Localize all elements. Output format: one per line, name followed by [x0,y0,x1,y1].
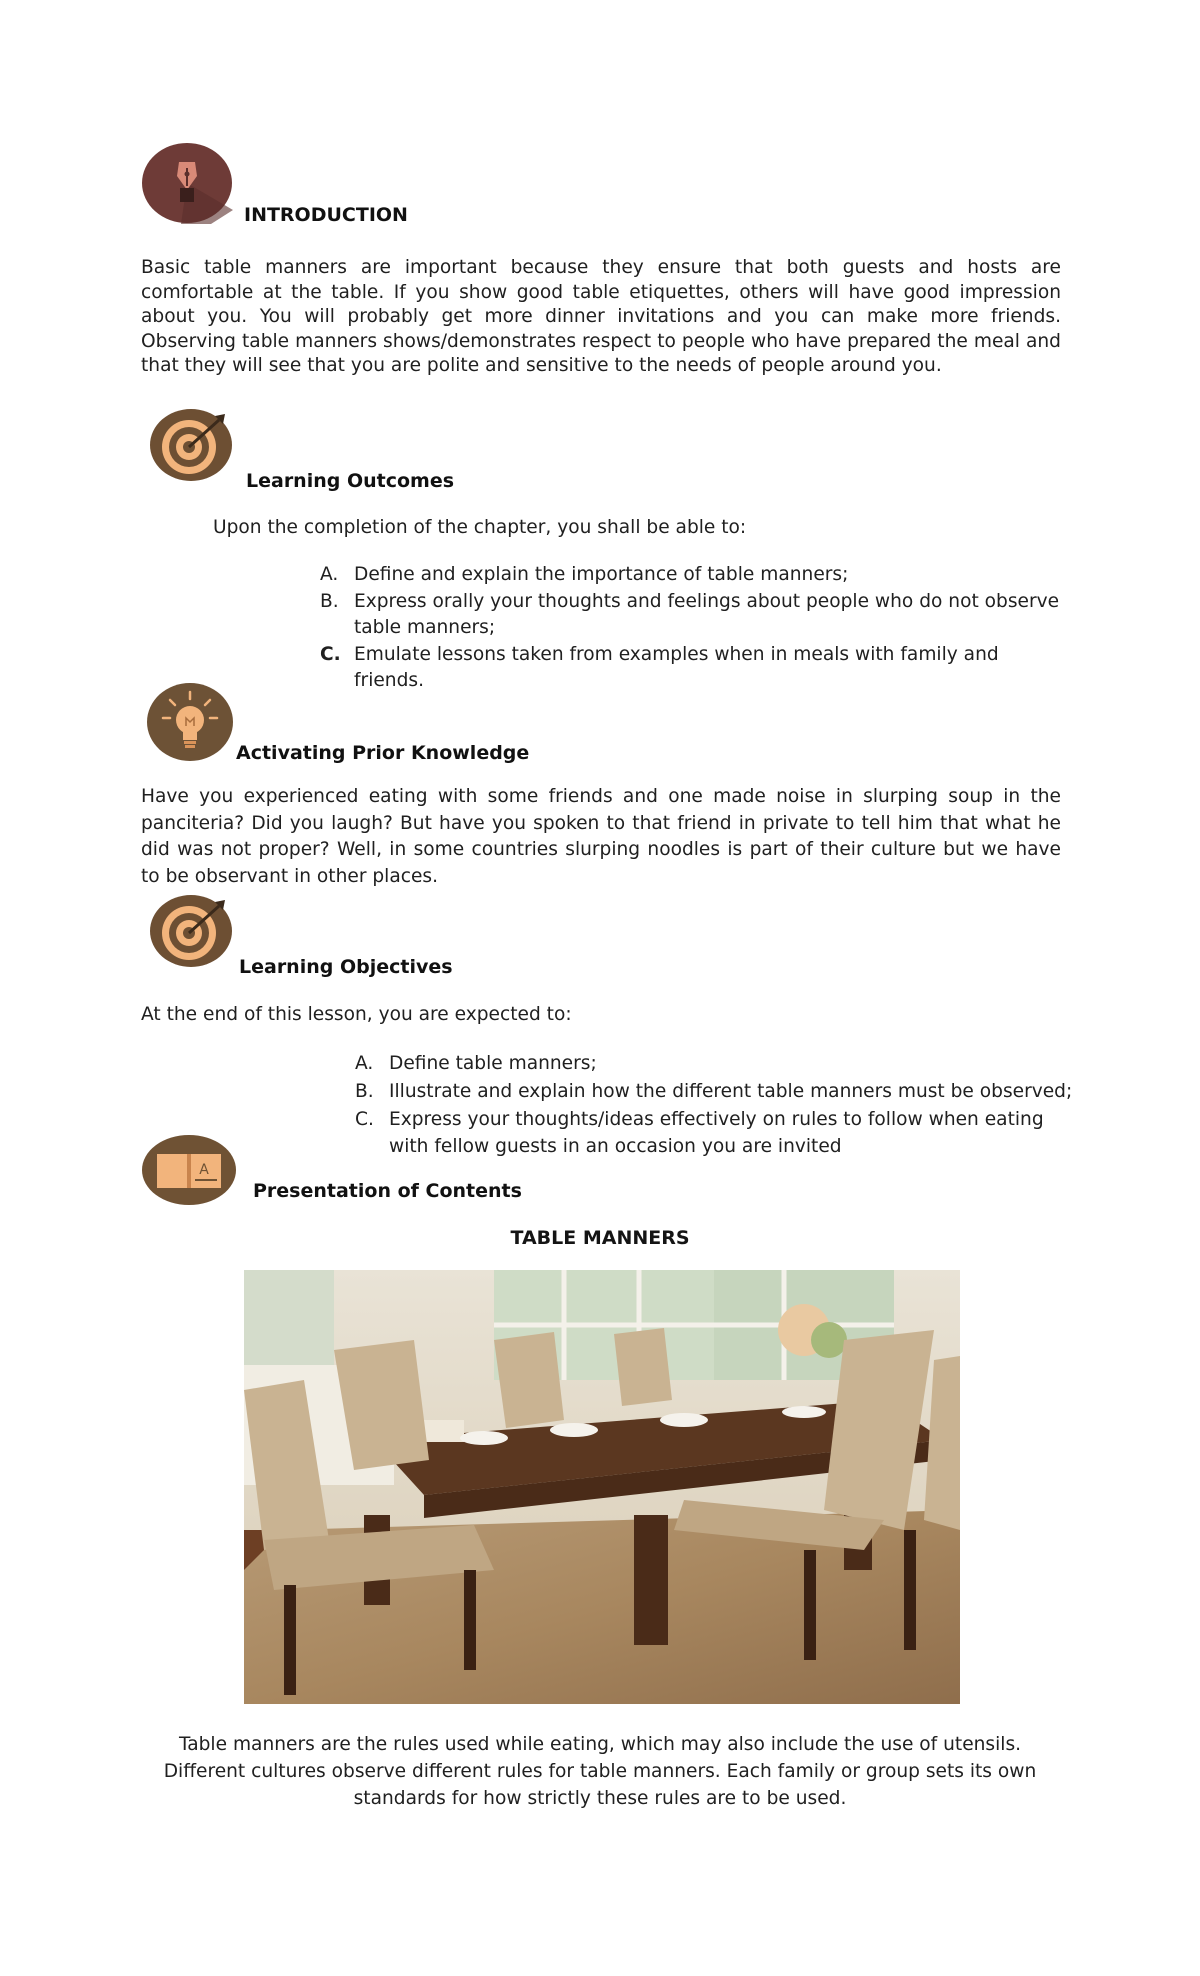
list-item-text: Illustrate and explain how the different table manners must be observed; [389,1081,1073,1102]
prior-heading: Activating Prior Knowledge [236,742,530,764]
list-item [320,562,1065,588]
objectives-lead: At the end of this lesson, you are expected to: [141,1004,572,1025]
list-marker: A. [320,564,339,585]
outcomes-list [320,562,1065,695]
objectives-list [355,1050,1075,1161]
svg-text:A: A [199,1162,209,1178]
list-item [320,589,1065,641]
outcomes-heading: Learning Outcomes [246,470,455,492]
intro-paragraph: Basic table manners are important because they ensure that both guests and hosts are comfortable at the table. If you show good table etiquettes, others will have good impression about you. You will probably get more dinner invitations and you can make more friends. Observing table manners shows/demonstrates respect to people who have prepared the meal and that they will see that you are polite and sensitive to the needs of people around you. [141,257,1061,376]
list-item-text: Define table manners; [389,1053,597,1074]
prior-paragraph: Have you experienced eating with some friends and one made noise in slurping soup in the panciteria? Did you laugh? But have you spoken to that friend in private to tell him that what he did was not proper? Well, in some countries slurping noodles is part of their culture but we have to be observant in other places. [141,786,1061,887]
list-marker: B. [320,591,339,612]
caption-paragraph: Table manners are the rules used while eating, which may also include the use of utensils. Different cultures observe different rules for table manners. Each family or group sets its own standards for how strictly these rules are to be used. [163,1734,1037,1809]
objectives-heading: Learning Objectives [239,956,453,978]
list-item-text: Emulate lessons taken from examples when in meals with family and friends. [354,644,999,691]
target-icon [149,408,233,482]
lightbulb-icon [146,682,234,762]
list-marker: B. [355,1081,374,1102]
list-marker: C. [355,1109,374,1130]
list-item [355,1050,1075,1077]
list-item-text: Express your thoughts/ideas effectively on rules to follow when eating with fellow guests in an occasion you are invited [389,1109,1044,1157]
list-item-text: Define and explain the importance of table manners; [354,564,849,585]
presentation-heading: Presentation of Contents [253,1180,522,1202]
intro-heading: INTRODUCTION [244,204,408,226]
list-item-text: Express orally your thoughts and feelings about people who do not observe table manners; [354,591,1060,638]
list-item [320,642,1065,694]
section-title: TABLE MANNERS [510,1227,690,1249]
list-marker: A. [355,1053,374,1074]
outcomes-lead: Upon the completion of the chapter, you shall be able to: [213,517,747,538]
open-book-icon [141,1134,237,1206]
list-marker: C. [320,644,341,665]
dining-room-photo [244,1270,960,1704]
list-item [355,1106,1075,1160]
target-icon [149,894,233,968]
list-item [355,1078,1075,1105]
fountain-pen-icon [141,142,233,224]
